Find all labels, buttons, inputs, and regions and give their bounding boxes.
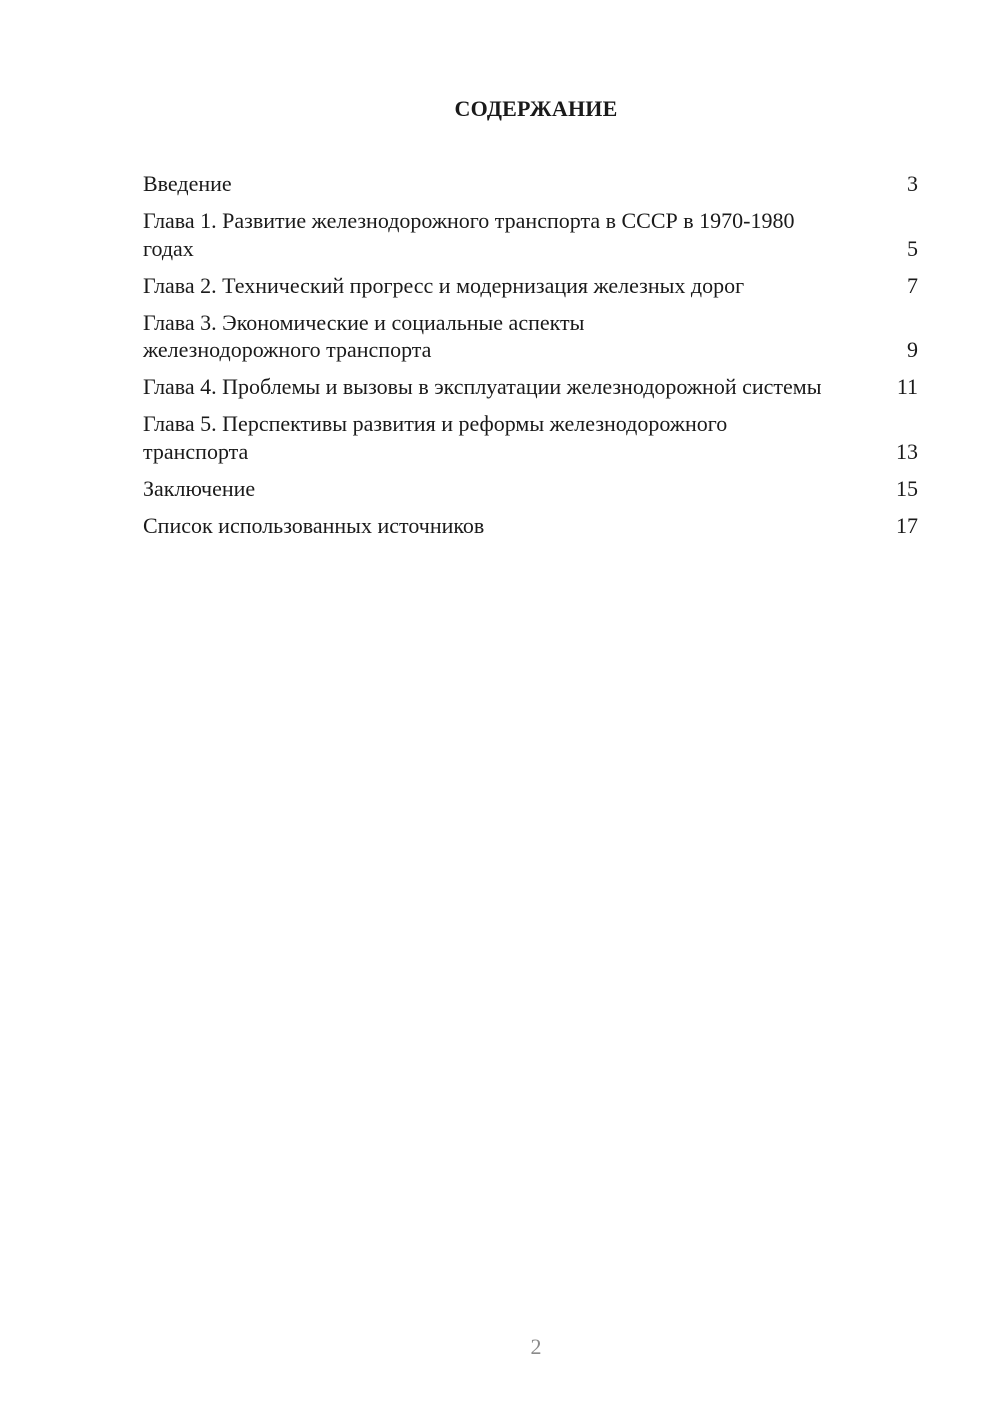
toc-entry-page-number: 9	[907, 337, 918, 362]
toc-entry-chapter-2[interactable]	[143, 272, 918, 300]
toc-entry-page-number: 7	[907, 272, 918, 298]
toc-entry-page-number: 15	[896, 475, 918, 501]
toc-entry-page-number: 3	[907, 171, 918, 196]
toc-entry-label: Введение	[143, 171, 232, 196]
page-number: 2	[530, 1334, 542, 1359]
page-title: СОДЕРЖАНИЕ	[454, 96, 618, 121]
toc-entry-chapter-3[interactable]	[143, 309, 918, 364]
toc-entry-label: Глава 4. Проблемы и вызовы в эксплуатации железнодорожной системы	[143, 374, 822, 399]
toc-entry-label: Глава 2. Технический прогресс и модернизация железных дорог	[143, 272, 745, 298]
toc-entry-chapter-4[interactable]	[143, 373, 918, 401]
toc-entry-chapter-1[interactable]	[143, 207, 918, 262]
toc-entry-introduction[interactable]	[143, 170, 918, 198]
toc-entry-references[interactable]	[143, 512, 918, 540]
toc-entry-page-number: 5	[907, 235, 918, 261]
toc-entry-label: Глава 3. Экономические и социальные аспекты железнодорожного транспорта	[143, 309, 585, 362]
toc-entry-page-number: 11	[896, 374, 918, 399]
toc-entry-chapter-5[interactable]	[143, 410, 918, 465]
table-of-contents	[143, 170, 918, 549]
toc-entry-conclusion[interactable]	[143, 475, 918, 503]
toc-entry-label: Глава 1. Развитие железнодорожного транспорта в СССР в 1970-1980 годах	[143, 208, 795, 261]
toc-entry-label: Глава 5. Перспективы развития и реформы железнодорожного транспорта	[143, 411, 728, 464]
toc-entry-page-number: 17	[896, 512, 918, 538]
toc-entry-label: Заключение	[143, 475, 256, 501]
toc-entry-page-number: 13	[896, 438, 918, 464]
toc-entry-label: Список использованных источников	[143, 512, 485, 538]
